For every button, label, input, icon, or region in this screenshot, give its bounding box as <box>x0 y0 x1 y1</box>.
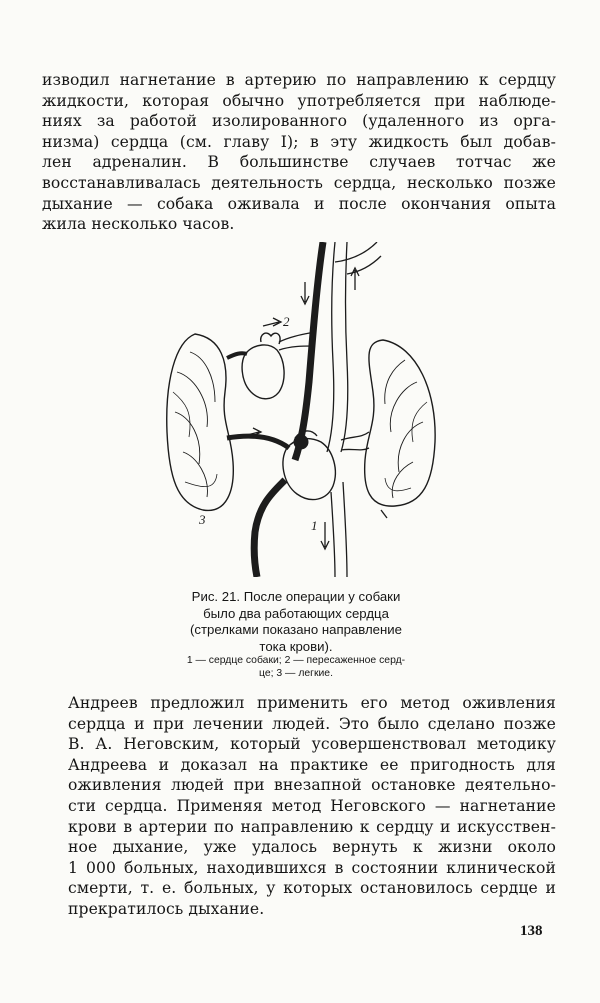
anatomical-illustration <box>155 242 455 577</box>
text-line: ное дыхание, уже удалось вернуть к жизни около <box>68 838 556 857</box>
text-line: жидкости, которая обычно употребляется при наблюде- <box>42 91 556 110</box>
bottom-paragraph <box>42 693 556 920</box>
figure-label-one: 1 <box>311 518 318 533</box>
text-line: прекратилось дыхание. <box>68 899 265 918</box>
text-line: восстанавливалась деятельность сердца, несколько позже <box>42 173 556 192</box>
text-line: ниях за работой изолированного (удаленного из орга- <box>42 112 556 131</box>
dog-heart <box>283 439 335 500</box>
legend-line: це; 3 — легкие. <box>259 668 333 679</box>
caption-line: Рис. 21. После операции у собаки <box>191 589 401 604</box>
transplanted-heart <box>242 345 284 399</box>
text-line: изводил нагнетание в артерию по направлению к сердцу <box>42 71 556 89</box>
legend-line: 1 — сердце собаки; 2 — пересаженное серд- <box>186 655 406 666</box>
text-line: Андреев предложил применить его метод оживления <box>68 694 556 712</box>
text-line: 1 000 больных, находившихся в состоянии клинической <box>68 858 556 877</box>
caption-line: было два работающих сердца <box>203 605 389 621</box>
text-line: низма) сердца (см. главу I); в эту жидкость был добав- <box>42 132 556 151</box>
left-lung <box>167 334 234 510</box>
text-line: Андреева и доказал на практике ее пригодность для <box>68 755 556 774</box>
text-line: дыхание — собака оживала и после окончания опыта <box>42 194 556 213</box>
figure-legend <box>150 654 442 680</box>
page-number: 138 <box>520 923 543 939</box>
text-line: оживления людей при внезапной остановке деятельно- <box>68 776 556 795</box>
text-line: крови в артерии по направлению к сердцу и искусствен- <box>68 817 556 836</box>
figure-label-two: 2 <box>283 314 290 329</box>
caption-line: тока крови). <box>259 638 333 654</box>
right-lung <box>365 340 435 506</box>
text-line: смерти, т. е. больных, у которых остановилось сердце и <box>68 879 556 898</box>
text-line: сти сердца. Применяя метод Неговского — нагнетание <box>68 796 556 815</box>
text-line: жила несколько часов. <box>42 215 235 234</box>
caption-line: (стрелками показано направление <box>190 622 402 637</box>
text-line: В. А. Неговским, который усовершенствовал методику <box>68 735 556 754</box>
text-line: сердца и при лечении людей. Это было сделано позже <box>68 714 556 733</box>
top-paragraph <box>42 70 556 235</box>
figure-caption <box>150 589 442 655</box>
text-line: лен адреналин. В большинстве случаев тотчас же <box>42 153 556 172</box>
figure-label-three: 3 <box>199 512 206 527</box>
